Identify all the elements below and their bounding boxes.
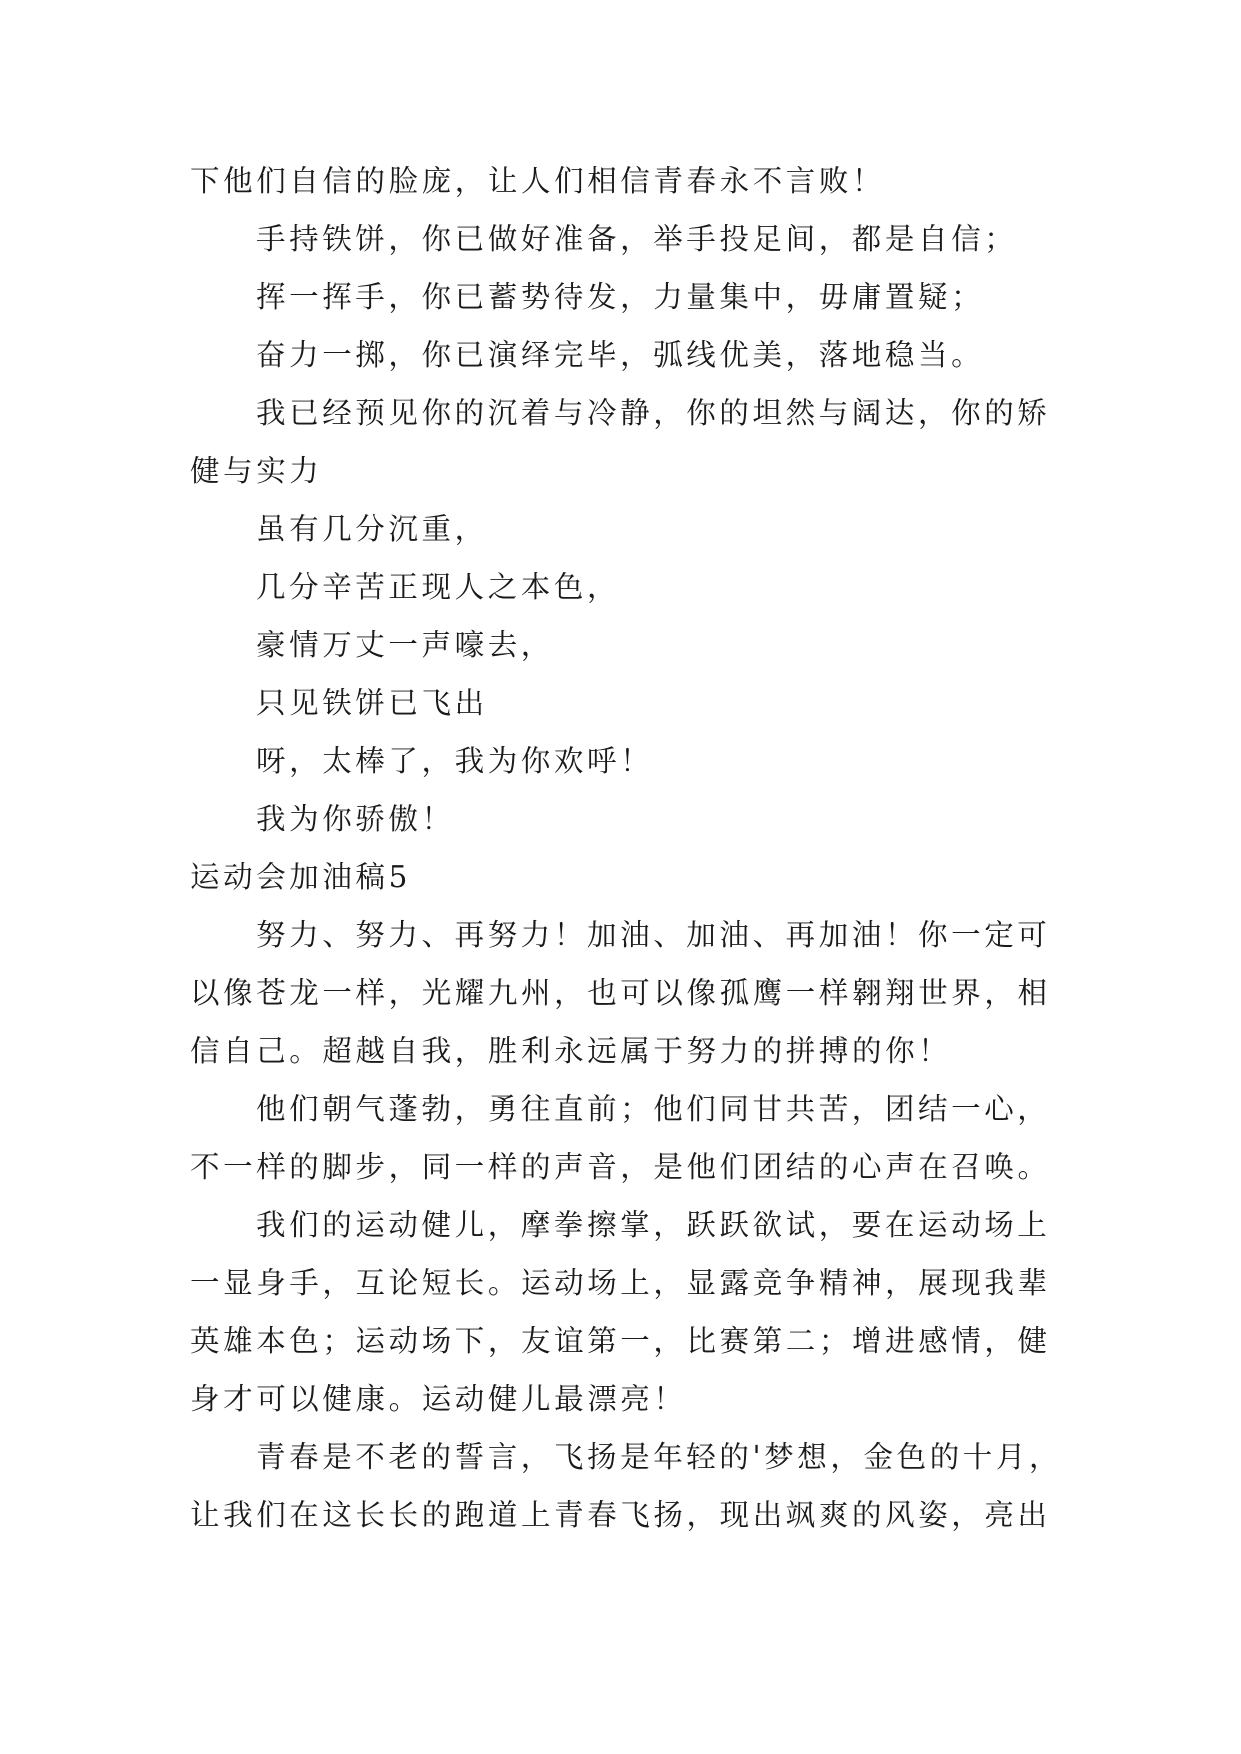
paragraph-line: 青春是不老的誓言，飞扬是年轻的'梦想，金色的十月， — [256, 1440, 1063, 1474]
paragraph-line: 下他们自信的脸庞，让人们相信青春永不言败！ — [190, 164, 886, 198]
paragraph-line: 只见铁饼已飞出 — [256, 686, 488, 720]
paragraph-line: 他们朝气蓬勃，勇往直前；他们同甘共苦，团结一心， — [256, 1092, 1051, 1126]
paragraph-line: 豪情万丈一声嚎去， — [256, 628, 554, 662]
paragraph-line: 让我们在这长长的跑道上青春飞扬，现出飒爽的风姿，亮出 — [190, 1498, 1051, 1532]
paragraph-line: 手持铁饼，你已做好准备，举手投足间，都是自信； — [256, 222, 1018, 256]
paragraph-line: 我已经预见你的沉着与冷静，你的坦然与阔达，你的矫 — [256, 396, 1051, 430]
document-page — [190, 152, 1070, 1544]
paragraph-line: 以像苍龙一样，光耀九州，也可以像孤鹰一样翱翔世界，相 — [190, 976, 1051, 1010]
section-heading: 运动会加油稿5 — [190, 860, 411, 894]
paragraph-line: 我们的运动健儿，摩拳擦掌，跃跃欲试，要在运动场上 — [256, 1208, 1051, 1242]
paragraph-line: 英雄本色；运动场下，友谊第一，比赛第二；增进感情，健 — [190, 1324, 1051, 1358]
paragraph-line: 虽有几分沉重， — [256, 512, 488, 546]
paragraph-line: 我为你骄傲！ — [256, 802, 455, 836]
paragraph-line: 呀，太棒了，我为你欢呼！ — [256, 744, 654, 778]
paragraph-line: 不一样的脚步，同一样的声音，是他们团结的心声在召唤。 — [190, 1150, 1051, 1184]
paragraph-line: 奋力一掷，你已演绎完毕，弧线优美，落地稳当。 — [256, 338, 985, 372]
paragraph-line: 几分辛苦正现人之本色， — [256, 570, 621, 604]
paragraph-line: 努力、努力、再努力！加油、加油、再加油！你一定可 — [256, 918, 1051, 952]
paragraph-line: 一显身手，互论短长。运动场上，显露竞争精神，展现我辈 — [190, 1266, 1051, 1300]
paragraph-line: 挥一挥手，你已蓄势待发，力量集中，毋庸置疑； — [256, 280, 985, 314]
paragraph-line: 身才可以健康。运动健儿最漂亮！ — [190, 1382, 687, 1416]
paragraph-line: 信自己。超越自我，胜利永远属于努力的拼搏的你！ — [190, 1034, 952, 1068]
paragraph-line: 健与实力 — [190, 454, 323, 488]
